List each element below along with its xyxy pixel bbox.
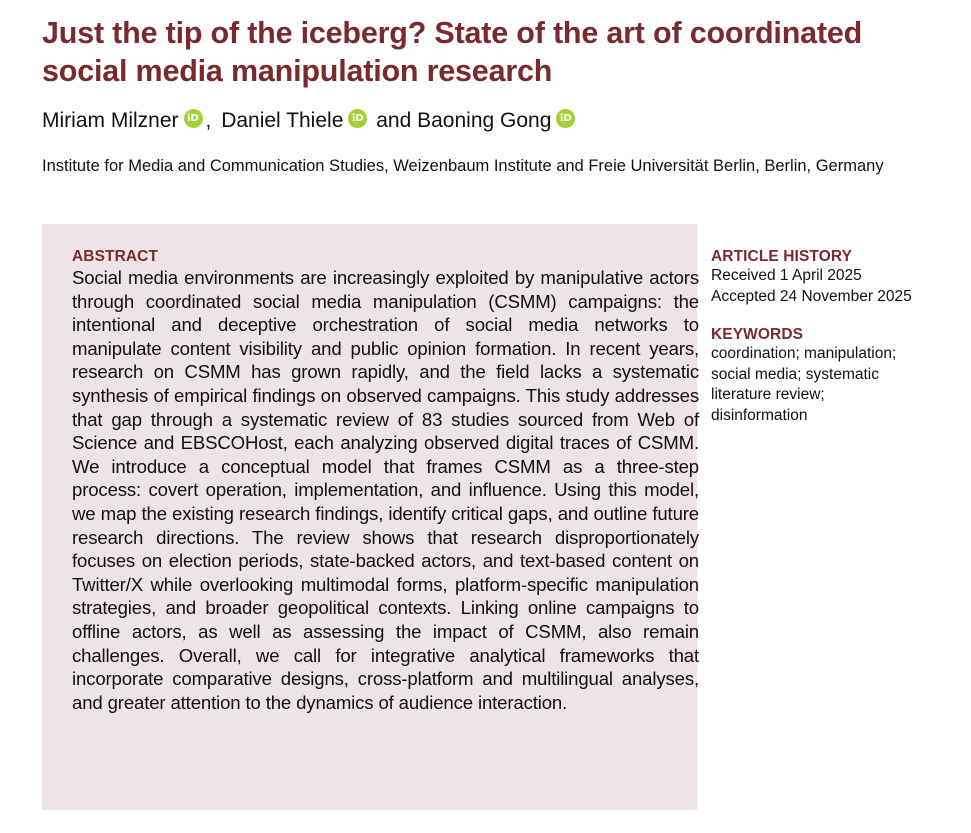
abstract-text: Social media environments are increasingly exploited by manipulative actors through coordinated social media manipulation (CSMM) campaigns: the intentional and deceptive orchestration of social media networks to manipulate content visibility and public opinion formation. In recent years, research on CSMM has grown rapidly, and the field lacks a systematic synthesis of empirical findings on observed campaigns. This study addresses that gap through a systematic review of 83 studies sourced from Web of Science and EBSCOHost, each analyzing observed digital traces of CSMM. We introduce a conceptual model that frames CSMM as a three-step process: covert operation, implementation, and influence. Using this model, we map the existing research findings, identify critical gaps, and outline future research directions. The review shows that research disproportionately focuses on election periods, state-backed actors, and text-based content on Twitter/X while overlooking multimodal forms, platform-specific manipulation strategies, and broader geopolitical contexts. Linking online campaigns to offline actors, as well as assessing the impact of CSMM, also remain challenges. Overall, we call for integrative analytical frameworks that incorporate comparative designs, cross-platform and multilingual analyses, and greater attention to the dynamics of audience interaction.	[72, 267, 699, 713]
accepted-date: Accepted 24 November 2025	[711, 287, 912, 305]
author-name[interactable]: Baoning Gong	[417, 109, 552, 132]
article-sidebar	[711, 248, 961, 445]
keywords-heading: KEYWORDS	[711, 326, 804, 343]
author-separator: and	[376, 109, 412, 132]
author-name[interactable]: Daniel Thiele	[221, 109, 344, 132]
author-name[interactable]: Miriam Milzner	[42, 109, 179, 132]
author-list	[42, 106, 578, 136]
keywords-list: coordination; manipulation; social media; systematic literature review; disinformation	[711, 345, 897, 424]
orcid-icon[interactable]: iD	[556, 109, 575, 128]
article-title: Just the tip of the iceberg? State of the art of coordinated social media manipulation research	[42, 16, 863, 88]
keywords-section	[711, 326, 961, 426]
author-separator: ,	[205, 109, 212, 132]
abstract-box	[42, 224, 697, 810]
orcid-icon[interactable]: iD	[348, 109, 367, 128]
affiliation: Institute for Media and Communication Studies, Weizenbaum Institute and Freie Universität Berlin, Berlin, Germany	[42, 157, 884, 175]
abstract-heading: ABSTRACT	[72, 248, 159, 265]
orcid-icon[interactable]: iD	[184, 109, 203, 128]
abstract-content	[72, 248, 699, 714]
article-history-heading: ARTICLE HISTORY	[711, 248, 853, 265]
article-history	[711, 248, 961, 307]
received-date: Received 1 April 2025	[711, 267, 862, 284]
